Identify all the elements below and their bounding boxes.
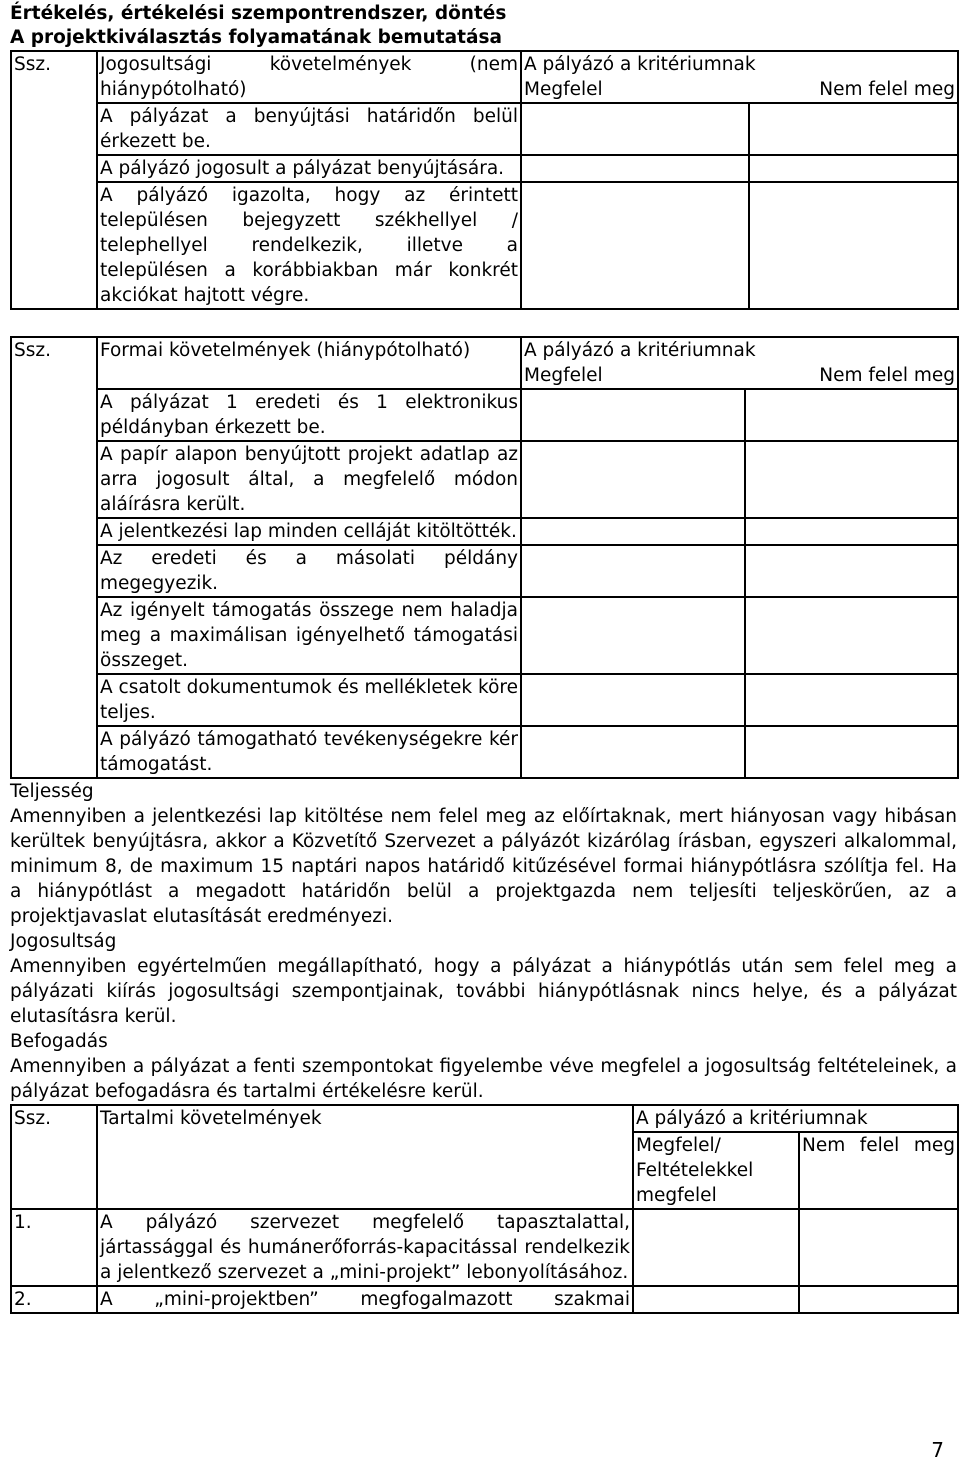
formal-table	[10, 336, 959, 779]
checkbox-cell-megfelel[interactable]	[521, 518, 745, 545]
ssz-cell	[11, 182, 97, 309]
checkbox-cell-nem[interactable]	[749, 103, 958, 155]
col-megfelel: Megfelel	[524, 79, 603, 100]
ssz-cell	[11, 597, 97, 674]
col-nem-felel-meg: Nem felel meg	[819, 365, 955, 386]
criteria-header-cell	[521, 51, 958, 103]
checkbox-cell-megfelel[interactable]	[633, 1286, 799, 1313]
checkbox-cell-nem[interactable]	[745, 441, 958, 518]
eligibility-row: A pályázó igazolta, hogy az érintett településen bejegyzett székhellyel / telephellyel rendelkezik, illetve a településen a korábbiakban már konkrét akciókat hajtott végre.	[97, 182, 521, 309]
ssz-cell	[11, 441, 97, 518]
content-row: A pályázó szervezet megfelelő tapasztalattal, jártassággal és humánerőforrás-kapacitással rendelkezik a jelentkező szervezet a „mini-projekt” lebonyolításához.	[97, 1209, 633, 1286]
section-text: Amennyiben a jelentkezési lap kitöltése nem felel meg az előírtaknak, mert hiányosan vagy hibásan kerültek benyújtásra, akkor a Közvetítő Szervezet a pályázót kizárólag írásban, egyszeri alkalommal, minimum 8, de maximum 15 naptári napos határidő kitűzésével formai hiánypótlásra szólítja fel. Ha a hiánypótlást a megadott határidőn belül a projektgazda nem teljesíti teljeskörűen, az a projektjavaslat elutasítását eredményezi.	[10, 806, 957, 927]
section-heading: Befogadás	[10, 1031, 108, 1052]
spacer	[10, 310, 957, 336]
formal-row: A papír alapon benyújtott projekt adatlap az arra jogosult által, a megfelelő módon aláírásra került.	[97, 441, 521, 518]
checkbox-cell-megfelel[interactable]	[521, 155, 749, 182]
ssz-cell	[11, 545, 97, 597]
formal-row: Az eredeti és a másolati példány megegyezik.	[97, 545, 521, 597]
col-megfelel: Megfelel	[524, 365, 603, 386]
checkbox-cell-nem[interactable]	[799, 1286, 958, 1313]
ssz-cell	[11, 1132, 97, 1209]
criteria-header: A pályázó a kritériumnak	[524, 340, 756, 361]
section-befogadas	[10, 1029, 957, 1104]
row-number: 1.	[11, 1209, 97, 1286]
ssz-cell	[11, 518, 97, 545]
ssz-cell	[11, 103, 97, 155]
eligibility-header: Jogosultsági követelmények (nem hiánypótolható)	[97, 51, 521, 103]
ssz-header: Ssz.	[11, 1105, 97, 1132]
row-number: 2.	[11, 1286, 97, 1313]
checkbox-cell-megfelel[interactable]	[521, 441, 745, 518]
formal-row: A jelentkezési lap minden celláját kitöltötték.	[97, 518, 521, 545]
section-text: Amennyiben egyértelműen megállapítható, hogy a pályázat a hiánypótlás után sem felel meg a pályázati kiírás jogosultsági szempontjainak, további hiánypótlásnak nincs helye, és a pályázat elutasításra kerül.	[10, 956, 957, 1027]
checkbox-cell-nem[interactable]	[799, 1209, 958, 1286]
checkbox-cell-nem[interactable]	[749, 155, 958, 182]
formal-row: A pályázat 1 eredeti és 1 elektronikus példányban érkezett be.	[97, 389, 521, 441]
section-teljesseg	[10, 779, 957, 929]
ssz-cell	[11, 155, 97, 182]
checkbox-cell-megfelel[interactable]	[521, 103, 749, 155]
formal-row: A pályázó támogatható tevékenységekre kér támogatást.	[97, 726, 521, 778]
content-header-cell	[97, 1132, 633, 1209]
document-subtitle: A projektkiválasztás folyamatának bemutatása	[10, 27, 502, 48]
ssz-cell	[11, 389, 97, 441]
criteria-header-cell	[521, 337, 958, 389]
document-page	[10, 2, 957, 1314]
checkbox-cell-nem[interactable]	[745, 597, 958, 674]
checkbox-cell-megfelel[interactable]	[521, 389, 745, 441]
eligibility-row: A pályázat a benyújtási határidőn belül érkezett be.	[97, 103, 521, 155]
checkbox-cell-megfelel[interactable]	[521, 597, 745, 674]
checkbox-cell-megfelel[interactable]	[521, 182, 749, 309]
criteria-header: A pályázó a kritériumnak	[633, 1105, 958, 1132]
checkbox-cell-nem[interactable]	[745, 674, 958, 726]
section-heading: Jogosultság	[10, 931, 117, 952]
col-megfelel: Megfelel/ Feltételekkel megfelel	[633, 1132, 799, 1209]
eligibility-table	[10, 50, 959, 310]
formal-header: Formai követelmények (hiánypótolható)	[97, 337, 521, 389]
checkbox-cell-megfelel[interactable]	[521, 726, 745, 778]
content-header: Tartalmi követelmények	[97, 1105, 633, 1132]
ssz-cell	[11, 674, 97, 726]
formal-row: Az igényelt támogatás összege nem haladja meg a maximálisan igényelhető támogatási összeget.	[97, 597, 521, 674]
formal-row: A csatolt dokumentumok és mellékletek köre teljes.	[97, 674, 521, 726]
col-nem-felel-meg: Nem felel meg	[799, 1132, 958, 1209]
checkbox-cell-nem[interactable]	[745, 389, 958, 441]
checkbox-cell-nem[interactable]	[745, 726, 958, 778]
checkbox-cell-megfelel[interactable]	[521, 545, 745, 597]
checkbox-cell-megfelel[interactable]	[521, 674, 745, 726]
content-table	[10, 1104, 959, 1314]
content-row: A „mini-projektben” megfogalmazott szakmai	[97, 1286, 633, 1313]
page-number: 7	[931, 1438, 944, 1462]
checkbox-cell-nem[interactable]	[745, 545, 958, 597]
ssz-header: Ssz.	[11, 51, 97, 103]
document-title: Értékelés, értékelési szempontrendszer, döntés	[10, 3, 507, 24]
checkbox-cell-megfelel[interactable]	[633, 1209, 799, 1286]
section-jogosultsag	[10, 929, 957, 1029]
ssz-header: Ssz.	[11, 337, 97, 389]
checkbox-cell-nem[interactable]	[749, 182, 958, 309]
eligibility-row: A pályázó jogosult a pályázat benyújtására.	[97, 155, 521, 182]
col-nem-felel-meg: Nem felel meg	[819, 79, 955, 100]
criteria-header: A pályázó a kritériumnak	[524, 54, 756, 75]
ssz-cell	[11, 726, 97, 778]
checkbox-cell-nem[interactable]	[745, 518, 958, 545]
section-text: Amennyiben a pályázat a fenti szempontokat figyelembe véve megfelel a jogosultság feltételeinek, a pályázat befogadásra és tartalmi értékelésre kerül.	[10, 1056, 957, 1102]
section-heading: Teljesség	[10, 781, 94, 802]
